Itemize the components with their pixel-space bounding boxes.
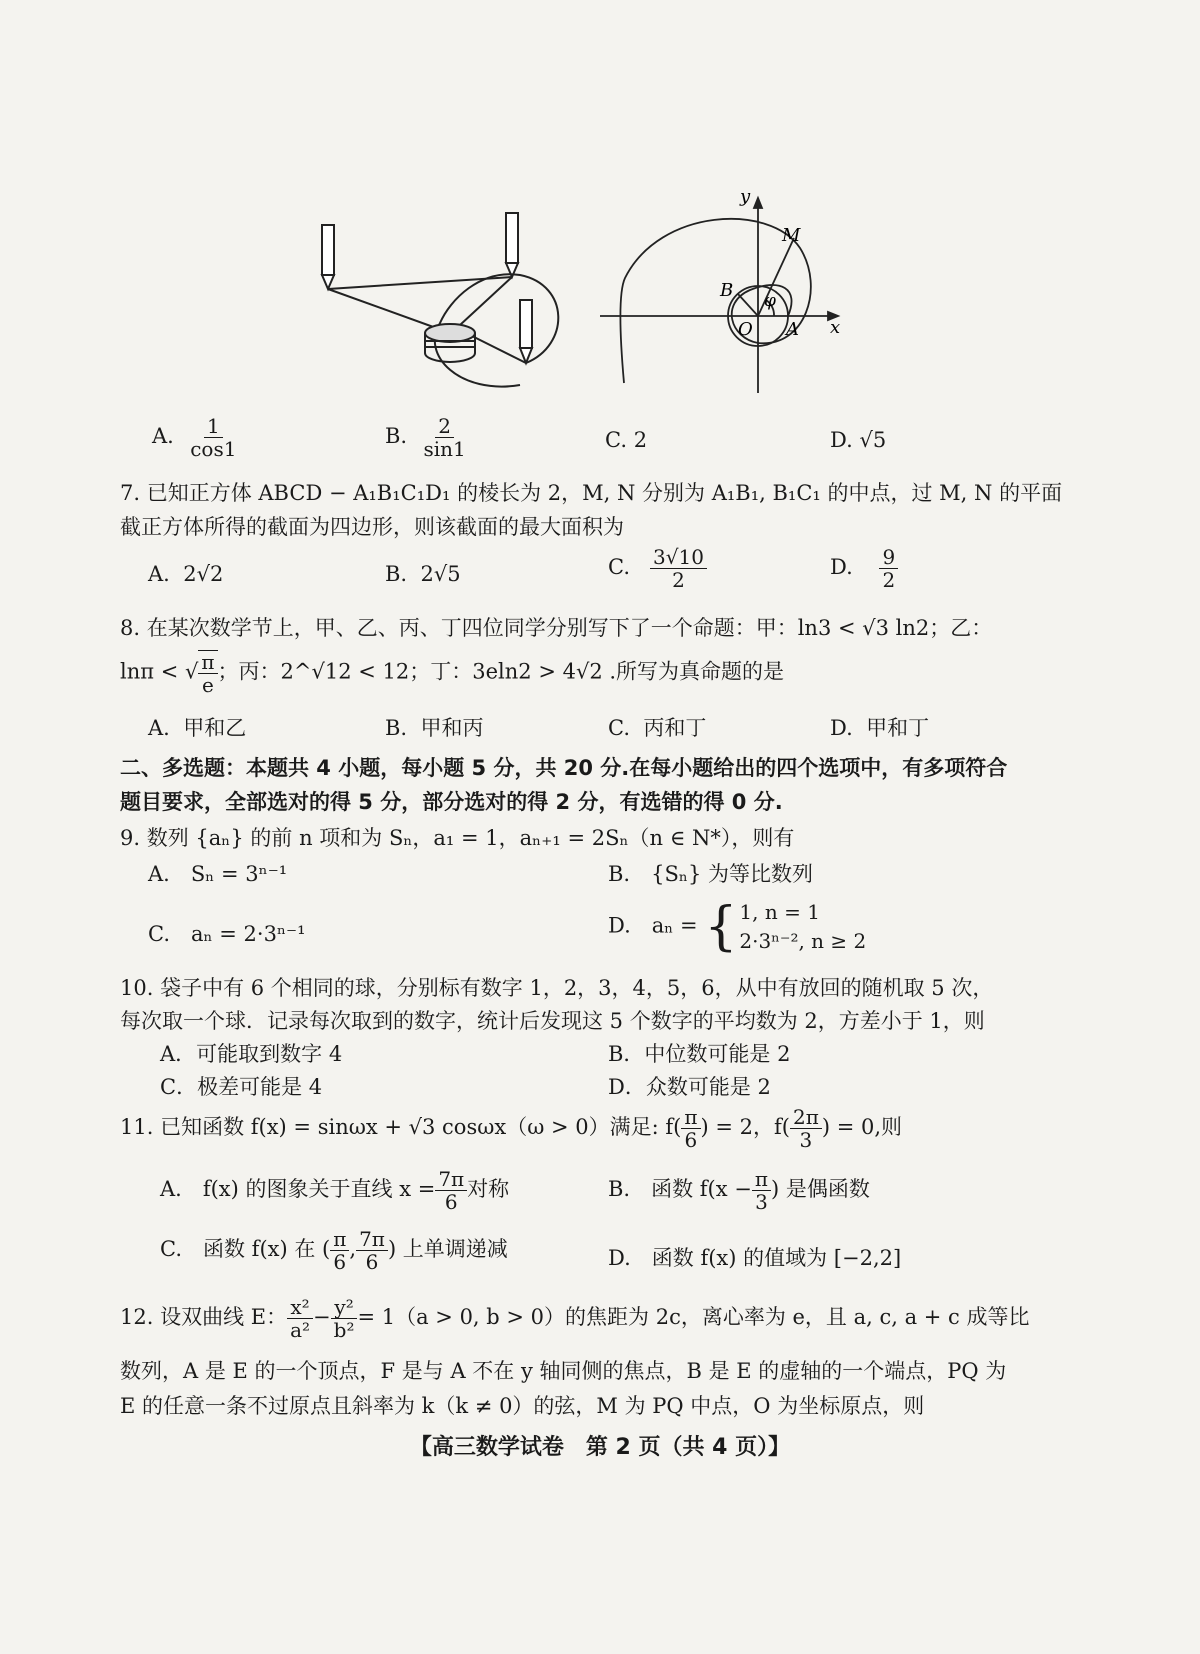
q7-option-d: D. $\frac{9}{2}$	[830, 546, 898, 591]
q8-option-d: D. 甲和丁	[830, 716, 930, 740]
label-B: B	[720, 280, 734, 301]
q6-option-c: C. 2	[605, 428, 648, 452]
q10-option-b: B．中位数可能是 2	[608, 1042, 791, 1066]
q10-option-a: A．可能取到数字 4	[160, 1042, 343, 1066]
q10-option-d: D．众数可能是 2	[608, 1075, 771, 1099]
q6-option-b: B. $\frac{2}{\sin 1}$	[385, 414, 466, 461]
section2-heading-line2: 题目要求，全部选对的得 5 分，部分选对的得 2 分，有选错的得 0 分.	[120, 790, 783, 814]
q12-stem-line3: E 的任意一条不过原点且斜率为 k（k ≠ 0）的弦，M 为 PQ 中点，O 为坐标原点，则	[120, 1394, 925, 1418]
q7-stem-line1: 7. 已知正方体 ABCD − A₁B₁C₁D₁ 的棱长为 2，M, N 分别为 A₁B₁, B₁C₁ 的中点，过 M, N 的平面	[120, 481, 1063, 505]
q10-stem-line2: 每次取一个球．记录每次取到的数字，统计后发现这 5 个数字的平均数为 2，方差小于 1，则	[120, 1009, 985, 1033]
q10-option-c: C．极差可能是 4	[160, 1075, 323, 1099]
q8-stem-line1: 8. 在某次数学节上，甲、乙、丙、丁四位同学分别写下了一个命题：甲：ln3 < √3 ln2；乙：	[120, 616, 993, 640]
q12-stem-line1: 12. 设双曲线 E： $\frac{\text{x²}}{\text{a²}}$ − $\frac{\text{y²}}{\text{b²}}$ = 1（a > 0, b > 0）的焦距为 2c，离心率为 e，且 a, c, a + c 成等比	[120, 1295, 1030, 1342]
section2-heading-line1: 二、多选题：本题共 4 小题，每小题 5 分，共 20 分.在每小题给出的四个选项中，有多项符合	[120, 756, 1008, 780]
q11-option-b: B. 函数 f(x − $\frac{\pi}{3}$ ) 是偶函数	[608, 1167, 870, 1214]
q9-option-c: C. aₙ = 2·3ⁿ⁻¹	[148, 922, 306, 946]
q6-option-a: A. $\frac{1}{\cos 1}$	[152, 414, 237, 461]
q9-option-b: B. {Sₙ} 为等比数列	[608, 862, 813, 886]
q9-option-d: D. aₙ = { 1, n = 1 2·3ⁿ⁻², n ≥ 2	[608, 897, 867, 957]
label-x: x	[830, 317, 841, 338]
q9-option-a: A. Sₙ = 3ⁿ⁻¹	[148, 862, 288, 886]
label-M: M	[782, 225, 801, 246]
q12-stem-line2: 数列，A 是 E 的一个顶点，F 是与 A 不在 y 轴同侧的焦点，B 是 E 的虚轴的一个端点，PQ 为	[120, 1359, 1007, 1383]
q11-option-a: A. f(x) 的图象关于直线 x = $\frac{7\pi}{6}$ 对称	[160, 1167, 510, 1214]
q8-stem-line2: lnπ < √ $\frac{\pi}{e}$ ；丙：2^√12 < 12；丁：3eln2 > 4√2 .所写为真命题的是	[120, 650, 785, 697]
label-A: A	[786, 319, 799, 340]
q7-option-a: A. 2√2	[148, 562, 224, 586]
q8-option-c: C. 丙和丁	[608, 716, 707, 740]
pencil-spiral-figure	[320, 205, 590, 405]
label-y: y	[740, 188, 751, 207]
q11-option-c: C. 函数 f(x) 在 ( $\frac{\pi}{6}$ , $\frac{7\pi}{6}$ ) 上单调递减	[160, 1227, 508, 1274]
q11-stem: 11. 已知函数 f(x) = sinωx + √3 cosωx（ω > 0）满足: f( $\frac{\pi}{6}$ ) = 2，f( $\frac{2\pi}{3}$ ) = 0,则	[120, 1105, 903, 1152]
label-phi: φ	[764, 291, 776, 311]
q7-stem-line2: 截正方体所得的截面为四边形，则该截面的最大面积为	[120, 515, 624, 539]
q7-option-b: B. 2√5	[385, 562, 461, 586]
q6-option-d: D. √5	[830, 428, 887, 452]
q7-option-c: C. $\frac{3√10}{2}$	[608, 546, 707, 591]
q9-stem: 9. 数列 {aₙ} 的前 n 项和为 Sₙ，a₁ = 1，aₙ₊₁ = 2Sₙ（n ∈ N*），则有	[120, 826, 795, 850]
label-O: O	[738, 319, 753, 340]
q11-option-d: D. 函数 f(x) 的值域为 [−2,2]	[608, 1246, 902, 1270]
q10-stem-line1: 10. 袋子中有 6 个相同的球，分别标有数字 1，2，3，4，5，6，从中有放回的随机取 5 次，	[120, 976, 994, 1000]
page-footer: 【高三数学试卷 第 2 页（共 4 页）】	[409, 1435, 791, 1460]
q8-option-b: B. 甲和丙	[385, 716, 484, 740]
spiral-coordinate-figure	[600, 188, 850, 398]
q8-option-a: A. 甲和乙	[148, 716, 247, 740]
